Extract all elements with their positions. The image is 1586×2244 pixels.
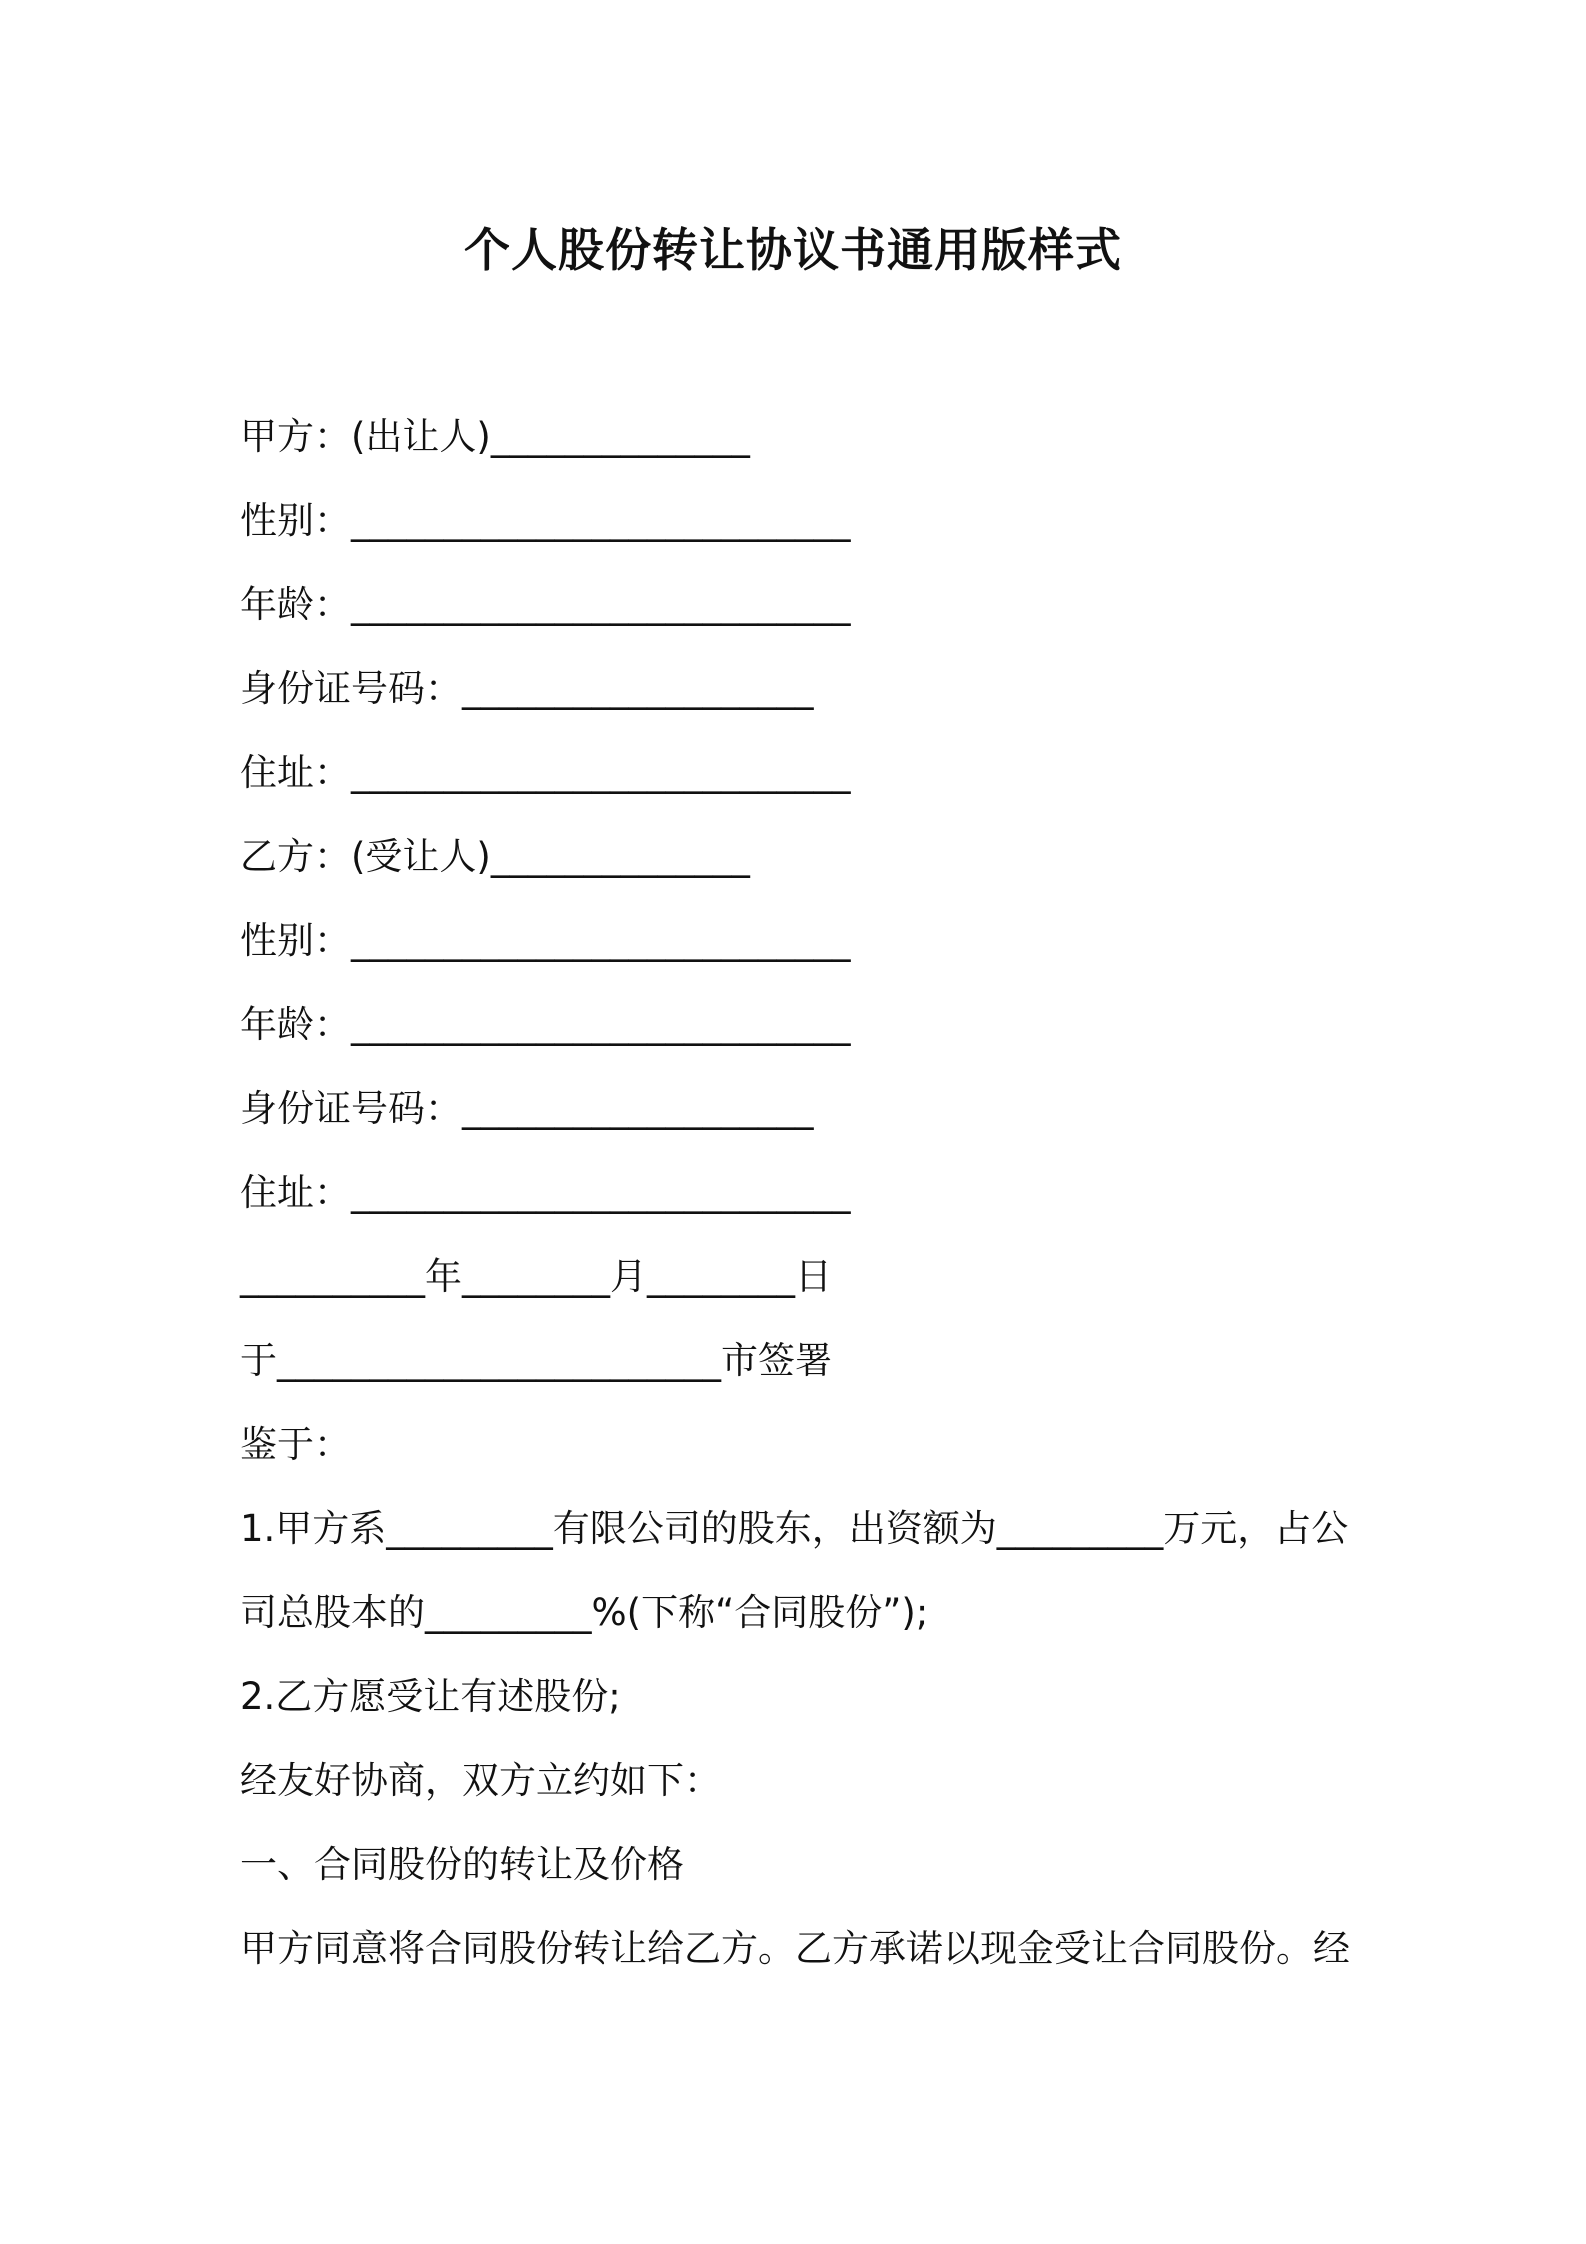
agreement-intro: 经友好协商，双方立约如下：: [240, 1759, 721, 1802]
signing-place-line: 于________________________市签署: [240, 1339, 832, 1382]
document-body: [240, 405, 1360, 2001]
buyer-age-line: 年龄：___________________________: [240, 1003, 851, 1046]
buyer-address-line: 住址：___________________________: [240, 1171, 851, 1214]
section-heading-1: 一、合同股份的转让及价格: [240, 1843, 684, 1886]
whereas-heading: 鉴于：: [240, 1423, 351, 1466]
seller-gender-line: 性别：___________________________: [240, 499, 851, 542]
seller-age-line: 年龄：___________________________: [240, 583, 851, 626]
buyer-line: 乙方：(受让人)______________: [240, 835, 750, 878]
section-1-paragraph: 甲方同意将合同股份转让给乙方。乙方承诺以现金受让合同股份。经: [240, 1927, 1350, 1970]
buyer-gender-line: 性别：___________________________: [240, 919, 851, 962]
whereas-item-2: 2.乙方愿受让有述股份;: [240, 1675, 621, 1718]
whereas-item-1: 1.甲方系_________有限公司的股东，出资额为_________万元，占公: [240, 1507, 1349, 1550]
seller-line: 甲方：(出让人)______________: [240, 415, 750, 458]
document-title: 个人股份转让协议书通用版样式: [464, 223, 1122, 277]
buyer-id-line: 身份证号码：___________________: [240, 1087, 814, 1130]
signing-date-line: __________年________月________日: [240, 1255, 832, 1298]
seller-id-line: 身份证号码：___________________: [240, 667, 814, 710]
whereas-item-1-continued: 司总股本的_________%(下称“合同股份”);: [240, 1591, 929, 1634]
seller-address-line: 住址：___________________________: [240, 751, 851, 794]
